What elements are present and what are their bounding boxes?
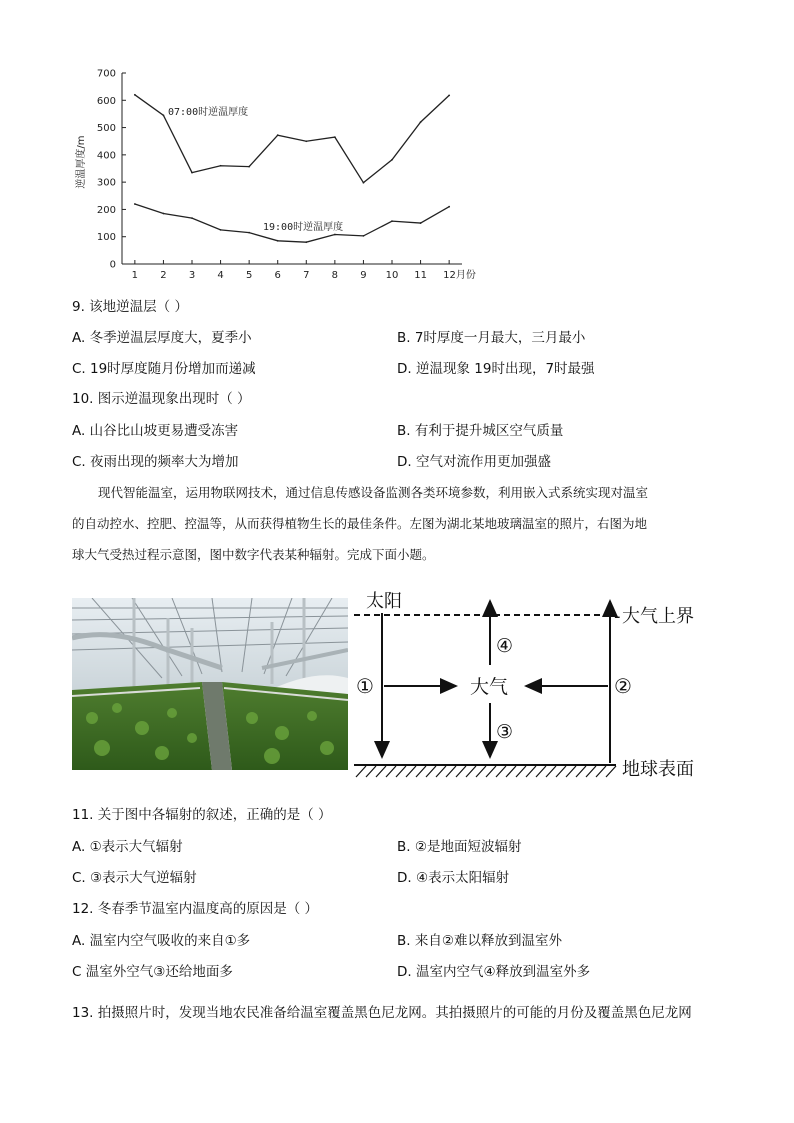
x-tick-label: 7	[303, 270, 310, 281]
data-point	[163, 213, 165, 215]
y-tick-label: 300	[96, 177, 116, 189]
q9-option-c[interactable]: C. 19时厚度随月份增加而递减	[72, 361, 256, 377]
greenhouse-photo	[72, 598, 348, 770]
label-n4: ④	[496, 635, 514, 657]
data-point	[220, 165, 222, 167]
x-tick-label: 10	[385, 270, 399, 281]
y-tick-label: 600	[96, 95, 116, 107]
question-9-stem: 9. 该地逆温层（ ）	[72, 299, 188, 315]
data-point	[248, 232, 250, 234]
q9-option-a[interactable]: A. 冬季逆温层厚度大，夏季小	[72, 330, 252, 346]
data-point	[191, 172, 193, 174]
label-n1: ①	[356, 674, 374, 698]
q12-option-d[interactable]: D. 温室内空气④释放到温室外多	[397, 964, 591, 980]
data-point	[248, 166, 250, 168]
passage-line-2: 的自动控水、控肥、控温等，从而获得植物生长的最佳条件。左图为湖北某地玻璃温室的照片，右图为地	[72, 516, 648, 531]
x-tick-label: 11	[414, 270, 427, 281]
y-axis-label: 逆温厚度/m	[76, 135, 87, 189]
data-point	[420, 222, 422, 224]
x-tick-label: 8	[331, 270, 339, 281]
q9-option-d[interactable]: D. 逆温现象 19时出现，7时最强	[397, 361, 595, 377]
label-atmosphere: 大气	[470, 676, 509, 698]
y-tick-label: 0	[109, 259, 116, 271]
q10-option-d[interactable]: D. 空气对流作用更加强盛	[397, 454, 551, 470]
question-11-stem: 11. 关于图中各辐射的叙述，正确的是（ ）	[72, 807, 332, 823]
data-point	[305, 241, 307, 243]
q11-option-c[interactable]: C. ③表示大气逆辐射	[72, 870, 197, 886]
q12-option-a[interactable]: A. 温室内空气吸收的来自①多	[72, 933, 251, 949]
surface-hatching	[356, 766, 616, 777]
x-tick-labels	[132, 260, 476, 281]
data-point	[391, 220, 393, 222]
series-label-1900: 19:00时逆温厚度	[263, 222, 344, 233]
data-point	[277, 240, 279, 242]
label-surface: 地球表面	[622, 759, 694, 780]
label-sun: 太阳	[366, 591, 402, 612]
x-tick-label: 6	[274, 270, 281, 281]
data-point	[334, 136, 336, 138]
label-n3: ③	[496, 721, 514, 743]
question-10-stem: 10. 图示逆温现象出现时（ ）	[72, 391, 251, 407]
inversion-thickness-chart	[60, 62, 480, 284]
passage	[72, 477, 722, 570]
series-label-0700: 07:00时逆温厚度	[168, 107, 249, 118]
data-point	[220, 229, 222, 231]
data-point	[448, 206, 450, 208]
label-n2: ②	[614, 674, 632, 698]
question-12-stem: 12. 冬春季节温室内温度高的原因是（ ）	[72, 901, 319, 917]
q10-option-a[interactable]: A. 山谷比山坡更易遭受冻害	[72, 423, 239, 439]
y-tick-label: 500	[96, 123, 116, 135]
y-tick-label: 100	[96, 232, 116, 244]
data-point	[391, 159, 393, 161]
question-13-stem: 13. 拍摄照片时，发现当地农民准备给温室覆盖黑色尼龙网。其拍摄照片的可能的月份及覆盖黑色尼龙网	[72, 1005, 692, 1021]
passage-line-3: 球大气受热过程示意图，图中数字代表某种辐射。完成下面小题。	[72, 547, 435, 562]
data-point	[191, 217, 193, 219]
q10-option-b[interactable]: B. 有利于提升城区空气质量	[397, 423, 564, 439]
q11-option-b[interactable]: B. ②是地面短波辐射	[397, 839, 522, 855]
data-point	[420, 121, 422, 123]
passage-line-1: 现代智能温室，运用物联网技术，通过信息传感设备监测各类环境参数，利用嵌入式系统实现对温室	[98, 485, 649, 500]
q12-option-b[interactable]: B. 来自②难以释放到温室外	[397, 933, 562, 949]
y-tick-label: 700	[96, 68, 116, 80]
x-tick-label: 5	[245, 270, 253, 281]
label-dash: -	[614, 606, 621, 627]
x-tick-label: 3	[188, 270, 196, 281]
atmosphere-heating-diagram	[348, 585, 728, 785]
data-point	[363, 235, 365, 237]
data-point	[277, 134, 279, 136]
x-tick-label: 2	[160, 270, 167, 281]
x-tick-label: 1	[131, 270, 139, 281]
q11-option-a[interactable]: A. ①表示大气辐射	[72, 839, 183, 855]
q9-option-b[interactable]: B. 7时厚度一月最大，三月最小	[397, 330, 586, 346]
label-top-boundary: 大气上界	[622, 606, 694, 627]
q10-option-c[interactable]: C. 夜雨出现的频率大为增加	[72, 454, 239, 470]
data-point	[163, 114, 165, 116]
y-tick-label: 200	[96, 204, 116, 216]
data-point	[334, 234, 336, 236]
chart-axes	[122, 73, 462, 264]
data-point	[363, 182, 365, 184]
data-point	[305, 140, 307, 142]
q11-option-d[interactable]: D. ④表示太阳辐射	[397, 870, 510, 886]
data-point	[134, 94, 136, 96]
data-point	[448, 94, 450, 96]
x-tick-label: 12月份	[443, 270, 476, 281]
data-point	[134, 203, 136, 205]
x-tick-label: 4	[217, 270, 224, 281]
q12-option-c[interactable]: C 温室外空气③还给地面多	[72, 964, 233, 980]
y-tick-label: 400	[96, 150, 116, 162]
x-tick-label: 9	[360, 270, 367, 281]
